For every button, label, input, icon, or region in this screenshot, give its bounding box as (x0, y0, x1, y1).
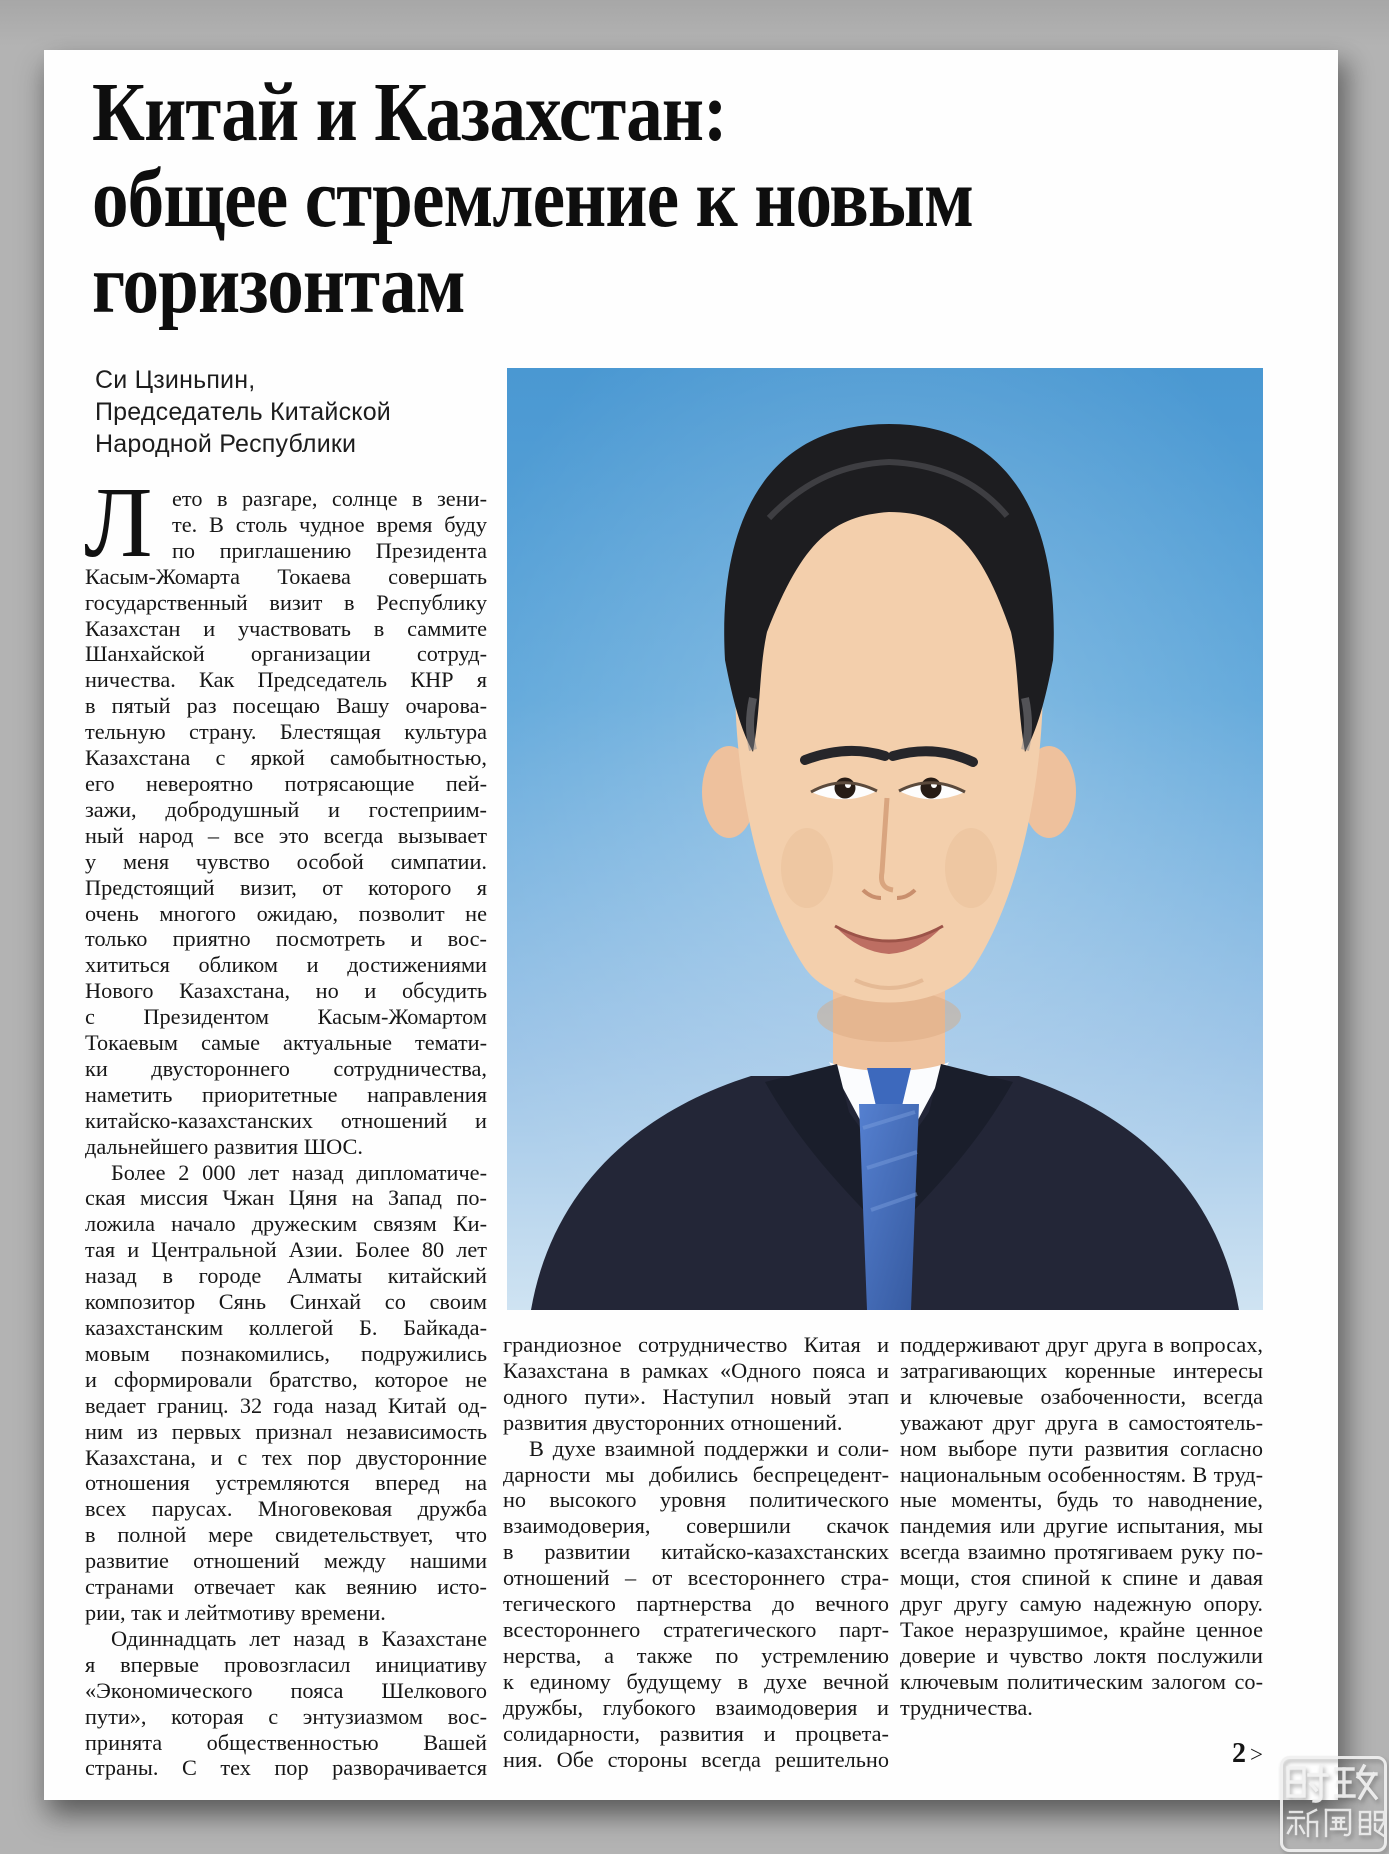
text-line: в пятый раз посещаю Вашу очарова- (85, 693, 487, 719)
text-line: В духе взаимной поддержки и соли- (529, 1435, 889, 1461)
text-line: казахстанским коллегой Б. Байкада- (85, 1315, 487, 1340)
text-line: тельную страну. Блестящая культура (85, 719, 487, 745)
text-line: принята общественностью Вашей (85, 1729, 487, 1755)
text-line: ская миссия Чжан Цяня на Запад по- (85, 1185, 487, 1211)
text-line: пандемия или другие испытания, мы (900, 1513, 1263, 1539)
text-line: тая и Центральной Азии. Более 80 лет (85, 1237, 487, 1263)
text-line: к единому будущему в духе вечной (503, 1668, 889, 1694)
text-line: мовым познакомились, подружились (85, 1340, 487, 1366)
text-line: его невероятно потрясающие пей- (85, 770, 487, 796)
body-column-2 (503, 1332, 889, 1772)
text-line: доверие и чувство локтя послужили (900, 1642, 1263, 1668)
text-line: я впервые провозгласил инициативу (85, 1651, 487, 1677)
text-line: хититься обликом и достижениями (85, 952, 487, 978)
text-line: назад в городе Алматы китайский (85, 1263, 487, 1289)
text-line: по приглашению Президента (172, 537, 487, 563)
watermark-logo-shizheng-xinwenyan (1280, 1756, 1389, 1854)
text-line: ничества. Как Председатель КНР я (85, 667, 487, 693)
text-line: Такое неразрушимое, крайне ценное (900, 1616, 1263, 1642)
text-line: национальным особенностям. В труд- (900, 1461, 1263, 1487)
text-line: мощи, стоя спиной к спине и давая (900, 1565, 1263, 1591)
text-line: у меня чувство особой симпатии. (85, 848, 487, 874)
text-line: наметить приоритетные направления (85, 1081, 487, 1107)
text-line: ведает границ. 32 года назад Китай од- (85, 1392, 487, 1418)
text-line: зажи, добродушный и гостеприим- (85, 796, 487, 822)
text-line: Одиннадцать лет назад в Казахстане (111, 1625, 487, 1651)
text-line: композитор Сянь Синхай со своим (85, 1289, 487, 1315)
portrait-illustration (507, 368, 1263, 1310)
text-line: затрагивающих коренные интересы (900, 1357, 1263, 1383)
page-number (1150, 1738, 1263, 1770)
text-line: китайско-казахстанских отношений и (85, 1107, 487, 1133)
text-line: Более 2 000 лет назад дипломатиче- (111, 1159, 487, 1185)
title-line: общее стремление к новым (92, 152, 973, 245)
text-line: с Президентом Касым-Жомартом (85, 1004, 487, 1030)
author-name: Си Цзиньпин, (95, 366, 256, 394)
text-line: и сформировали братство, которое не (85, 1366, 487, 1392)
article-title (92, 66, 1105, 331)
title-line: горизонтам (92, 238, 465, 331)
text-line: отношений – от всестороннего стра- (503, 1565, 889, 1591)
text-line: ето в разгаре, солнце в зени- (172, 486, 487, 511)
text-line: развитие отношений между нашими (85, 1548, 487, 1574)
text-line: ки двустороннего сотрудничества, (85, 1055, 487, 1081)
page-number-arrow: > (1250, 1742, 1263, 1767)
text-line: ные моменты, будь то наводнение, (900, 1487, 1263, 1513)
text-line: поддерживают друг друга в вопросах, (900, 1332, 1263, 1357)
text-line: государственный визит в Республику (85, 589, 487, 615)
text-line: очень многого ожидаю, позволит не (85, 900, 487, 926)
text-line: страны. С тех пор разворачивается (85, 1755, 487, 1781)
text-line: друг другу самую надежную опору. (900, 1591, 1263, 1617)
author-role-line: Председатель Китайской (95, 398, 391, 426)
text-line: в полной мере свидетельствует, что (85, 1522, 487, 1548)
text-line: те. В столь чудное время буду (172, 511, 487, 537)
text-line: Казахстана с яркой самобытностью, (85, 745, 487, 771)
text-line: отношения устремляются вперед на (85, 1470, 487, 1496)
text-line: дарности мы добились беспрецедент- (503, 1461, 889, 1487)
text-line: Предстоящий визит, от которого я (85, 874, 487, 900)
text-line: всестороннего стратегического парт- (503, 1616, 889, 1642)
text-line: Нового Казахстана, но и обсудить (85, 978, 487, 1004)
text-line: пути», которая с энтузиазмом вос- (85, 1703, 487, 1729)
text-line: Касым-Жомарта Токаева совершать (85, 563, 487, 589)
author-role-line: Народной Республики (95, 430, 357, 458)
text-line: Казахстан и участвовать в саммите (85, 615, 487, 641)
drop-cap-letter: Л (84, 466, 153, 578)
text-line: рии, так и лейтмотиву времени. (85, 1599, 386, 1625)
text-line: взаимодоверия, совершили скачок (503, 1513, 889, 1539)
watermark-glyphs (1280, 1756, 1389, 1854)
text-line: одного пути». Наступил новый этап (503, 1383, 889, 1409)
title-line: Китай и Казахстан: (92, 66, 727, 159)
text-line: ложила начало дружеским связям Ки- (85, 1211, 487, 1237)
text-line: дальнейшего развития ШОС. (85, 1133, 364, 1159)
text-line: «Экономического пояса Шелкового (85, 1677, 487, 1703)
text-line: уважают друг друга в самостоятель- (900, 1409, 1263, 1435)
body-column-3 (900, 1332, 1263, 1721)
text-line: Казахстана, и с тех пор двусторонние (85, 1444, 487, 1470)
text-line: в развитии китайско-казахстанских (503, 1539, 889, 1565)
text-line: только приятно посмотреть и вос- (85, 926, 487, 952)
text-line: и ключевые озабоченности, всегда (900, 1383, 1263, 1409)
text-line: ный народ – все это всегда вызывает (85, 822, 487, 848)
text-line: трудничества. (900, 1694, 1033, 1720)
text-line: ключевым политическим залогом со- (900, 1668, 1263, 1694)
text-line: всех парусах. Многовековая дружба (85, 1496, 487, 1522)
portrait-photo-xi-jinping (507, 368, 1263, 1310)
page-number-value: 2 (1232, 1738, 1247, 1769)
text-line: Казахстана в рамках «Одного пояса и (503, 1357, 889, 1383)
text-line: нерства, а также по устремлению (503, 1642, 889, 1668)
text-line: дружбы, глубокого взаимодоверия и (503, 1694, 889, 1720)
text-line: развития двусторонних отношений. (503, 1409, 843, 1435)
text-line: грандиозное сотрудничество Китая и (503, 1332, 889, 1357)
text-line: Токаевым самые актуальные темати- (85, 1030, 487, 1056)
text-line: но высокого уровня политического (503, 1487, 889, 1513)
text-line: странами отвечает как веянию исто- (85, 1574, 487, 1600)
text-line: тегического партнерства до вечного (503, 1591, 889, 1617)
text-line: Шанхайской организации сотруд- (85, 641, 487, 667)
body-column-1 (85, 486, 487, 1781)
author-byline (95, 364, 391, 460)
text-line: ния. Обе стороны всегда решительно (503, 1746, 889, 1772)
text-line: ном выборе пути развития согласно (900, 1435, 1263, 1461)
text-line: ним из первых признал независимость (85, 1418, 487, 1444)
text-line: солидарности, развития и процвета- (503, 1720, 889, 1746)
text-line: всегда взаимно протягиваем руку по- (900, 1539, 1263, 1565)
tie (859, 1104, 919, 1310)
